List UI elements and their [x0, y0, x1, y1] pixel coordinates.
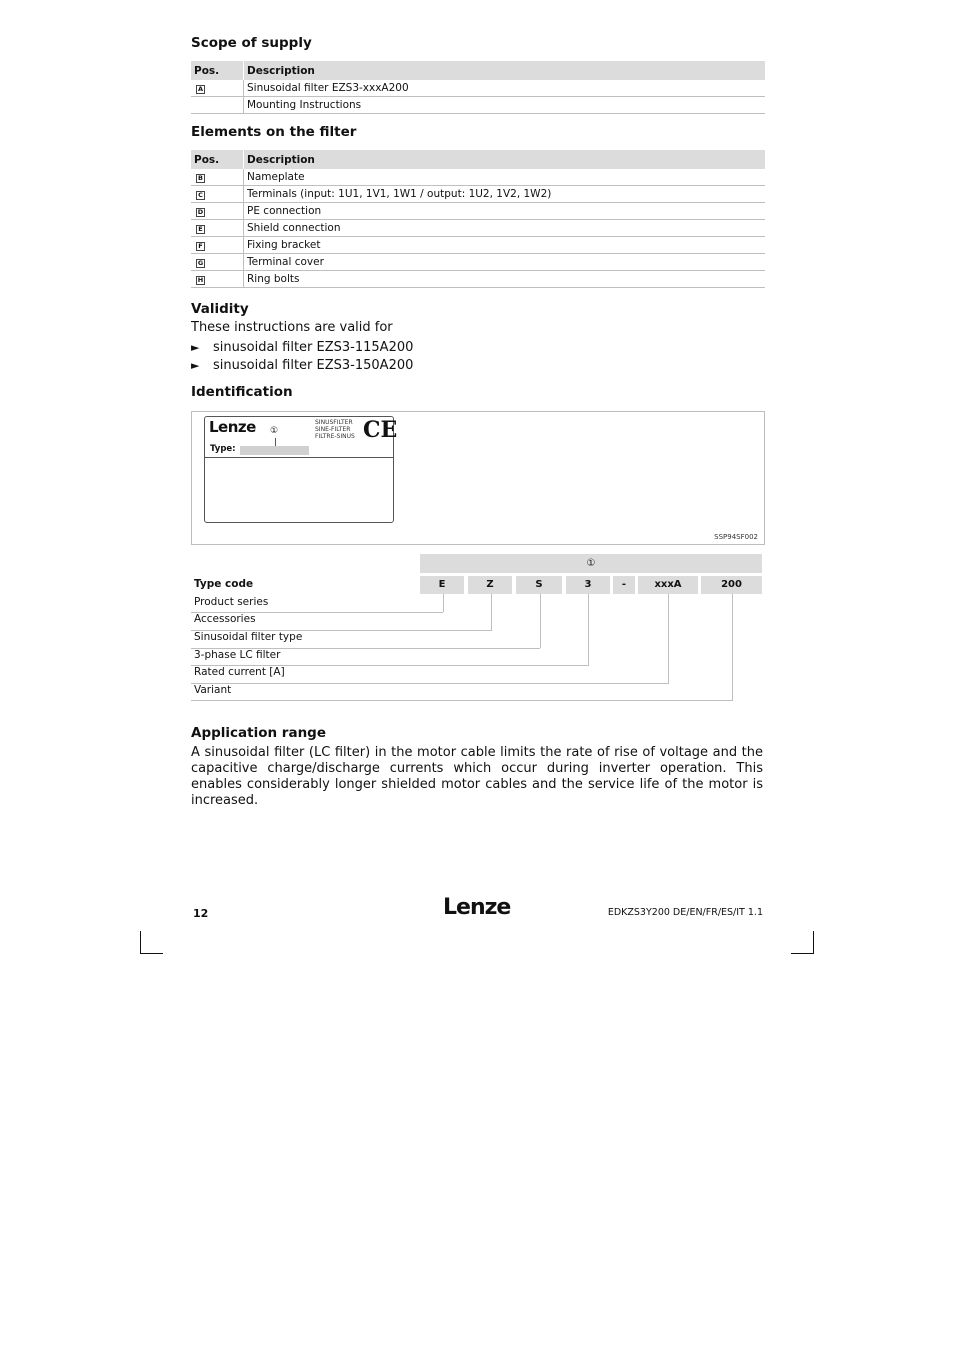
- bullet-arrow-icon: ►: [191, 341, 200, 354]
- elements-table: [191, 150, 765, 288]
- section-title-scope: Scope of supply: [191, 35, 312, 51]
- type-code-row: 3-phase LC filter: [194, 649, 281, 661]
- ce-mark-icon: CE: [363, 417, 398, 443]
- pos-marker: A: [197, 85, 204, 93]
- scope-table: [191, 61, 765, 114]
- type-code-row: Sinusoidal filter type: [194, 631, 303, 643]
- validity-intro: These instructions are valid for: [191, 320, 393, 335]
- type-code-label: Type code: [194, 578, 254, 590]
- section-title-validity: Validity: [191, 301, 249, 317]
- pos-marker: D: [197, 208, 204, 216]
- row-desc: Terminals (input: 1U1, 1V1, 1W1 / output: 1U2, 1V2, 1W2): [244, 186, 766, 203]
- row-desc: Mounting Instructions: [244, 97, 766, 114]
- type-code-segment: Z: [468, 576, 512, 594]
- type-code-row: Variant: [194, 684, 232, 696]
- connector-line: [540, 594, 541, 648]
- page-number: 12: [193, 907, 209, 920]
- plate-type-field: [240, 446, 309, 455]
- bullet-arrow-icon: ►: [191, 359, 200, 372]
- plate-product-text: SINUSFILTER SINE-FILTER FILTRE-SINUS: [315, 419, 355, 440]
- type-code-marker: ①: [420, 554, 762, 573]
- col-pos: Pos.: [191, 61, 244, 80]
- row-divider: [191, 700, 733, 701]
- type-code-segment: 3: [566, 576, 610, 594]
- application-text: A sinusoidal filter (LC filter) in the motor cable limits the rate of rise of voltage and the capacitive charge/discharge currents which occur during inverter operation. This enables considerably longer shielded motor cables and the service life of the motor is increased.: [191, 745, 763, 808]
- row-desc: PE connection: [244, 203, 766, 220]
- pos-marker: C: [196, 191, 205, 200]
- col-pos: Pos.: [191, 150, 244, 169]
- connector-line: [732, 594, 733, 700]
- crop-mark: [791, 953, 814, 954]
- row-desc: Fixing bracket: [244, 237, 766, 254]
- row-desc: Sinusoidal filter EZS3-xxxA200: [244, 80, 766, 97]
- document-id: EDKZS3Y200 DE/EN/FR/ES/IT 1.1: [607, 907, 763, 918]
- section-title-application: Application range: [191, 725, 327, 741]
- table-row: [191, 97, 765, 114]
- list-item: ► sinusoidal filter EZS3-115A200: [191, 340, 414, 355]
- figure-code: SSP94SF002: [714, 533, 758, 541]
- table-row: [191, 80, 765, 97]
- type-code-segment: 200: [701, 576, 762, 594]
- row-desc: Ring bolts: [244, 271, 766, 288]
- row-divider: [191, 683, 669, 684]
- col-desc: Description: [244, 61, 766, 80]
- pos-marker: H: [197, 276, 204, 284]
- section-title-elements: Elements on the filter: [191, 124, 357, 140]
- connector-line: [443, 594, 444, 612]
- type-code-row: Rated current [A]: [194, 666, 285, 678]
- type-code-segment: E: [420, 576, 464, 594]
- table-row: [191, 254, 765, 271]
- plate-type-label: Type:: [210, 444, 236, 454]
- nameplate-figure: [191, 411, 765, 545]
- col-desc: Description: [244, 150, 766, 169]
- row-desc: Shield connection: [244, 220, 766, 237]
- plate-divider: [205, 457, 393, 458]
- table-row: [191, 237, 765, 254]
- type-code-segment: S: [516, 576, 562, 594]
- type-code-segment: -: [613, 576, 635, 594]
- table-row: [191, 186, 765, 203]
- crop-mark: [140, 953, 163, 954]
- list-item: ► sinusoidal filter EZS3-150A200: [191, 358, 414, 373]
- pos-marker: E: [196, 225, 205, 234]
- lenze-logo: Lenze: [443, 895, 511, 920]
- type-code-row: Accessories: [194, 613, 256, 625]
- section-title-identification: Identification: [191, 384, 293, 400]
- pos-marker: F: [196, 242, 205, 251]
- row-desc: Nameplate: [244, 169, 766, 186]
- crop-mark: [140, 931, 141, 954]
- connector-line: [491, 594, 492, 630]
- table-row: [191, 203, 765, 220]
- connector-line: [668, 594, 669, 683]
- table-row: [191, 220, 765, 237]
- pos-marker: G: [197, 259, 204, 267]
- connector-line: [588, 594, 589, 665]
- type-code-row: Product series: [194, 596, 269, 608]
- nameplate: [204, 416, 398, 523]
- table-header: [191, 150, 765, 169]
- type-code-segment: xxxA: [638, 576, 698, 594]
- pos-marker: B: [196, 174, 205, 183]
- row-pos-empty: [191, 97, 244, 114]
- table-row: [191, 271, 765, 288]
- row-desc: Terminal cover: [244, 254, 766, 271]
- crop-mark: [813, 931, 814, 954]
- table-header: [191, 61, 765, 80]
- table-row: [191, 169, 765, 186]
- callout-marker: ①: [270, 426, 279, 436]
- lenze-logo: Lenze: [209, 418, 256, 436]
